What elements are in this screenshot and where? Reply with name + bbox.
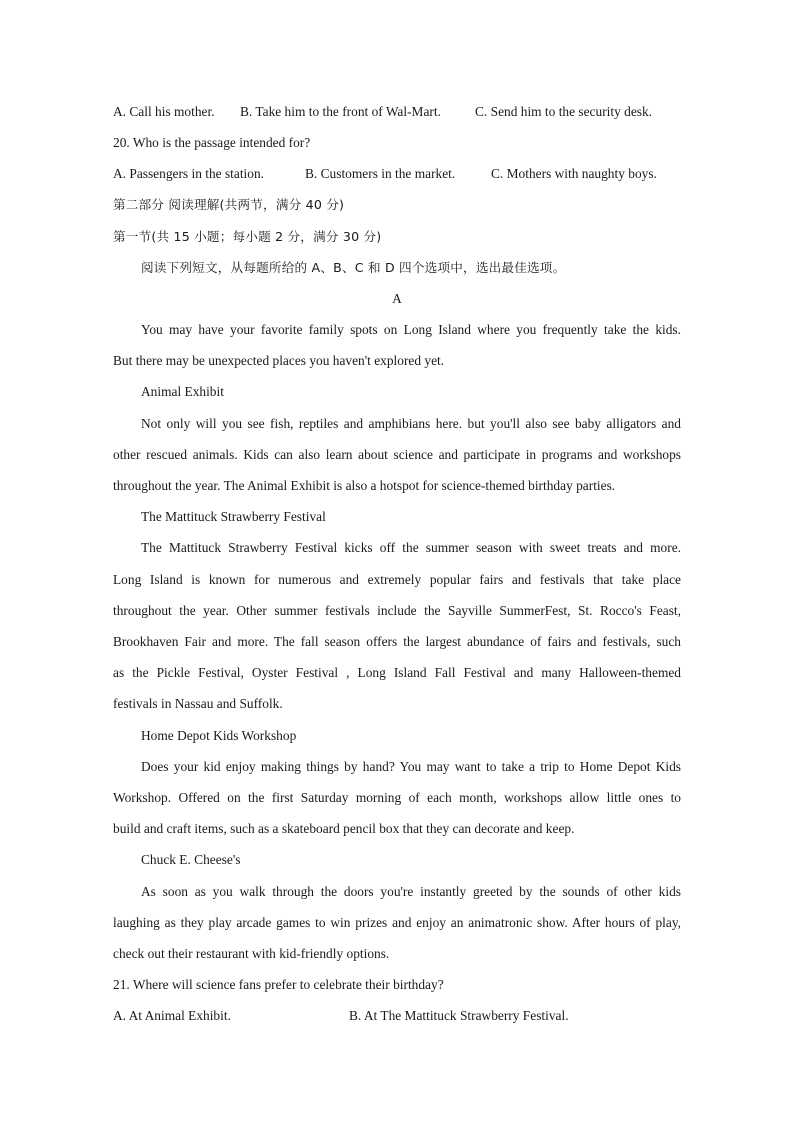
paragraph-line: Workshop. Offered on the first Saturday morning of each month, workshops allow little ones to — [113, 790, 681, 805]
q20-stem: 20. Who is the passage intended for? — [113, 135, 311, 150]
q20-option-b[interactable]: B. Customers in the market. — [305, 166, 456, 181]
section1-title: 第一节(共 15 小题；每小题 2 分，满分 30 分) — [113, 229, 382, 244]
paragraph-line: throughout the year. Other summer festivals include the Sayville SummerFest, St. Rocco's Feast, — [113, 603, 681, 618]
paragraph-line: other rescued animals. Kids can also learn about science and participate in programs and workshops — [113, 447, 681, 462]
section-heading: The Mattituck Strawberry Festival — [141, 509, 326, 524]
paragraph-line: As soon as you walk through the doors you're instantly greeted by the sounds of other kids — [141, 884, 681, 899]
q19-option-a[interactable]: A. Call his mother. — [113, 104, 215, 119]
paragraph-line: throughout the year. The Animal Exhibit is also a hotspot for science-themed birthday parties. — [113, 478, 616, 493]
passage-label: A — [392, 291, 402, 306]
paragraph-line: Brookhaven Fair and more. The fall season offers the largest abundance of fairs and festivals, such — [113, 634, 681, 649]
paragraph-line: Does your kid enjoy making things by hand? You may want to take a trip to Home Depot Kids — [141, 759, 681, 774]
part2-title: 第二部分 阅读理解(共两节，满分 40 分) — [113, 197, 345, 212]
section-heading: Home Depot Kids Workshop — [141, 728, 297, 743]
paragraph-line: Long Island is known for numerous and extremely popular fairs and festivals that take place — [113, 572, 681, 587]
instruction: 阅读下列短文，从每题所给的 A、B、C 和 D 四个选项中，选出最佳选项。 — [141, 260, 566, 275]
intro-line: But there may be unexpected places you haven't explored yet. — [113, 353, 445, 368]
paragraph-line: The Mattituck Strawberry Festival kicks off the summer season with sweet treats and more. — [141, 540, 681, 555]
q21-option-a[interactable]: A. At Animal Exhibit. — [113, 1008, 231, 1023]
section-heading: Chuck E. Cheese's — [141, 852, 241, 867]
paragraph-line: build and craft items, such as a skateboard pencil box that they can decorate and keep. — [113, 821, 575, 836]
section-heading: Animal Exhibit — [141, 384, 224, 399]
q20-option-a[interactable]: A. Passengers in the station. — [113, 166, 264, 181]
intro-line: You may have your favorite family spots on Long Island where you frequently take the kids. — [141, 322, 681, 337]
paragraph-line: Not only will you see fish, reptiles and amphibians here. but you'll also see baby alligators and — [141, 416, 681, 431]
q20-option-c[interactable]: C. Mothers with naughty boys. — [491, 166, 657, 181]
q21-stem: 21. Where will science fans prefer to celebrate their birthday? — [113, 977, 444, 992]
q19-option-b[interactable]: B. Take him to the front of Wal-Mart. — [240, 104, 441, 119]
paragraph-line: laughing as they play arcade games to win prizes and enjoy an animatronic show. After hours of play, — [113, 915, 681, 930]
paragraph-line: as the Pickle Festival, Oyster Festival , Long Island Fall Festival and many Halloween-themed — [113, 665, 681, 680]
paragraph-line: festivals in Nassau and Suffolk. — [113, 696, 283, 711]
q21-option-b[interactable]: B. At The Mattituck Strawberry Festival. — [349, 1008, 569, 1023]
q19-option-c[interactable]: C. Send him to the security desk. — [475, 104, 653, 119]
paragraph-line: check out their restaurant with kid-friendly options. — [113, 946, 390, 961]
